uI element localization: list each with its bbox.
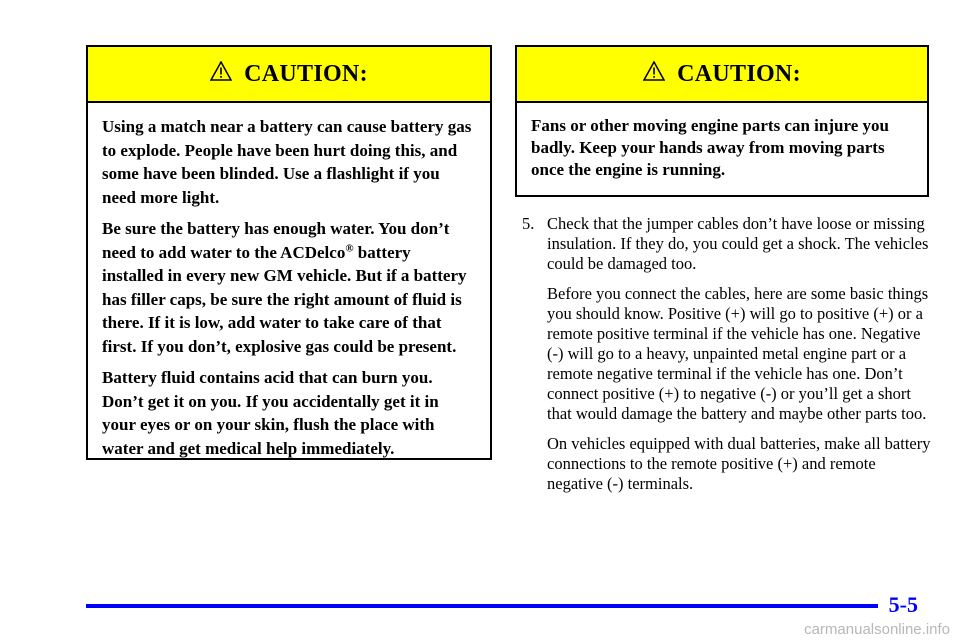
registered-mark: ®: [345, 241, 354, 254]
caution-box-right: [515, 45, 929, 197]
caution-box-left: [86, 45, 492, 460]
step-text: Check that the jumper cables don’t have loose or missing insulation. If they do, you could get a shock. The vehicles could be damaged too.: [547, 214, 929, 273]
warning-triangle-icon: [643, 61, 665, 81]
step-paragraph: Before you connect the cables, here are some basic things you should know. Positive (+) will go to positive (+) or a remote positive terminal if the vehicle has one. Negative (-) will go to a heavy, unpainted metal engine part or a remote negative terminal if the vehicle has one. Don’t connect positive (+) to negative (-) or you’ll get a short that would damage the battery and maybe other parts too.: [547, 284, 929, 423]
step-5: [522, 214, 932, 494]
warning-triangle-icon: [210, 61, 232, 81]
caution-header: [88, 47, 490, 103]
step-paragraph: On vehicles equipped with dual batteries, make all battery connections to the remote positive (+) and remote negative (-) terminals.: [547, 434, 931, 493]
caution-paragraph: Fans or other moving engine parts can injure you badly. Keep your hands away from moving parts once the engine is running.: [531, 116, 889, 179]
caution-title: CAUTION:: [244, 60, 368, 87]
watermark: carmanualsonline.info: [804, 621, 950, 638]
caution-paragraph: Using a match near a battery can cause battery gas to explode. People have been hurt doing this, and some have been blinded. Use a flashlight if you need more light.: [102, 117, 472, 207]
caution-title: CAUTION:: [677, 60, 801, 87]
page-number: 5-5: [888, 592, 918, 617]
caution-body: [517, 103, 927, 181]
footer-rule: [86, 604, 878, 608]
caution-paragraph: Be sure the battery has enough water. You don’t need to add water to the ACDelco® battery installed in every new GM vehicle. But if a battery has filler caps, be sure the right amount of fluid is there. If it is low, add water to take care of that first. If you don’t, explosive gas could be present.: [102, 219, 467, 356]
caution-header: [517, 47, 927, 103]
caution-body: [88, 103, 490, 460]
step-number: 5.: [522, 214, 535, 233]
caution-paragraph: Battery fluid contains acid that can burn you. Don’t get it on you. If you accidentally get it in your eyes or on your skin, flush the place with water and get medical help immediately.: [102, 368, 439, 458]
